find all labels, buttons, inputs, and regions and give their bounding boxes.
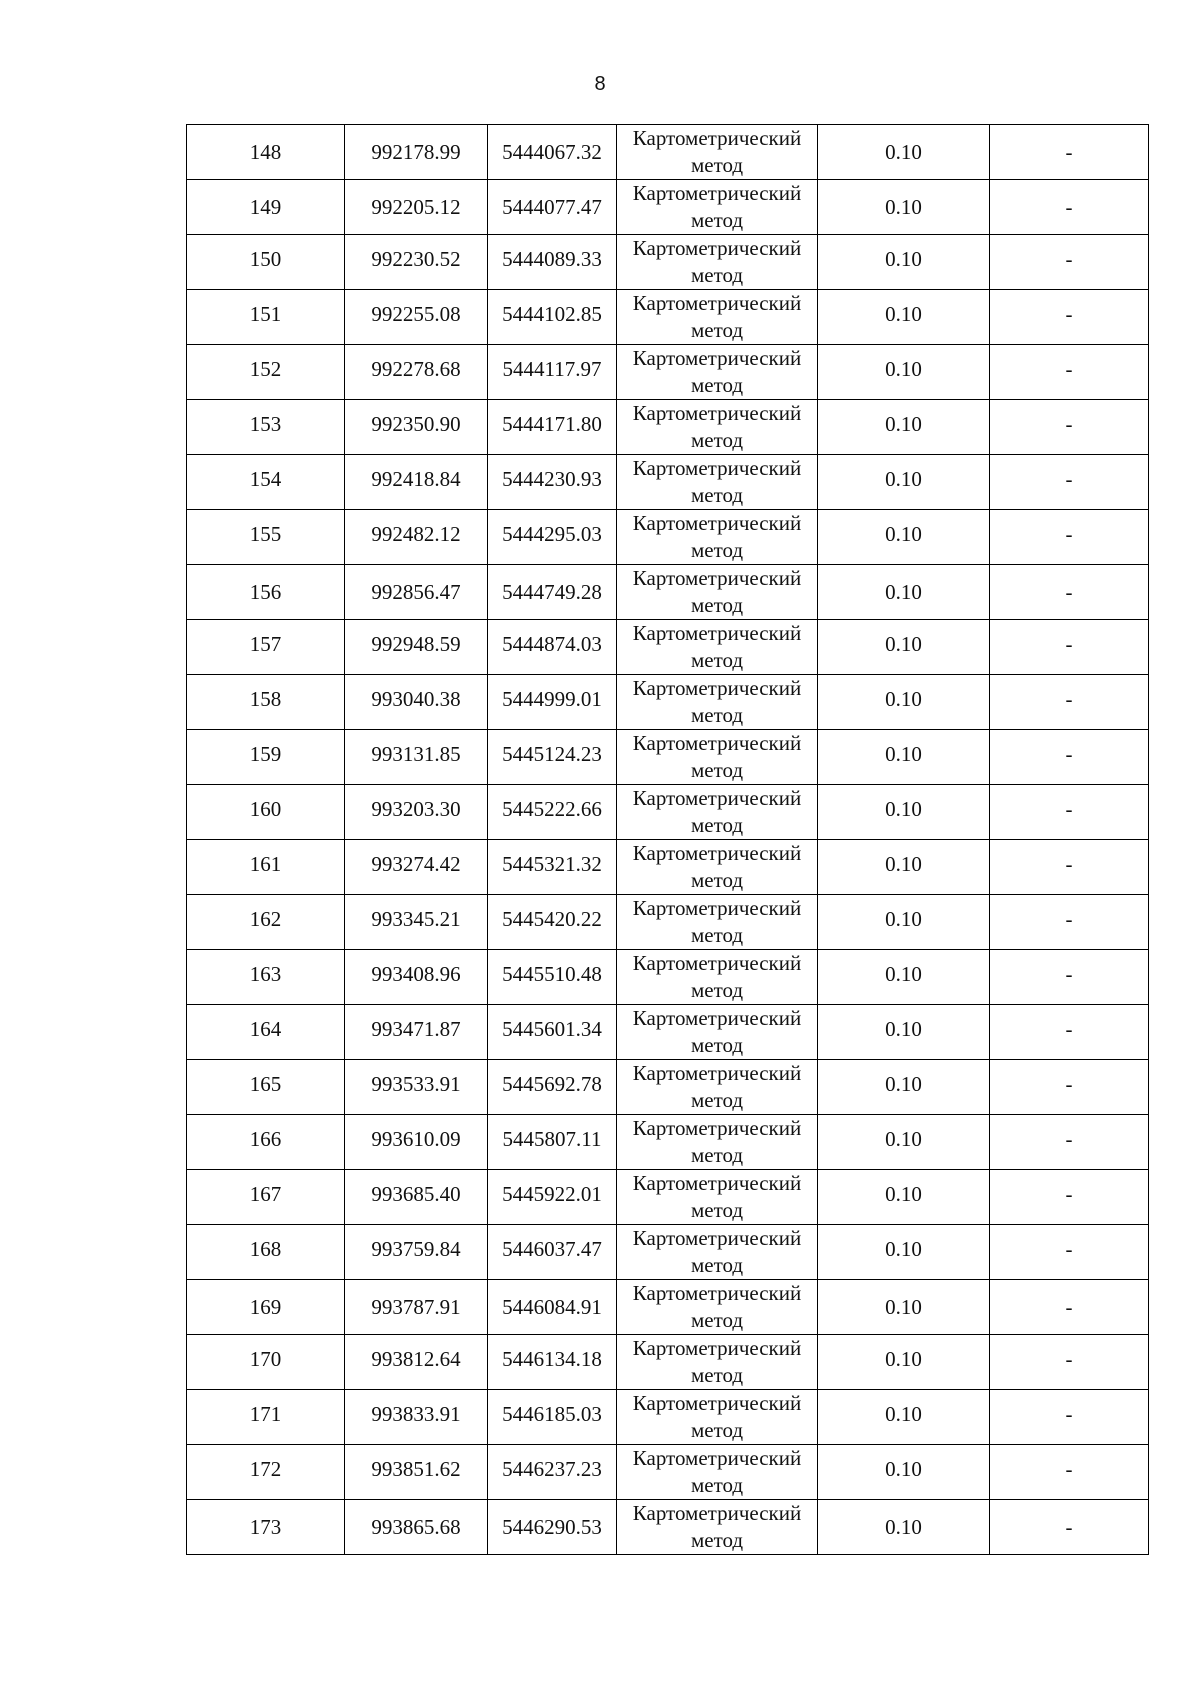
method-cell bbox=[617, 455, 818, 510]
method-line: метод bbox=[690, 1143, 744, 1167]
method-line: метод bbox=[690, 428, 744, 452]
method-line: метод bbox=[690, 1253, 744, 1277]
table-row bbox=[187, 1225, 1149, 1280]
method-cell bbox=[617, 400, 818, 455]
method-line: Картометрический bbox=[632, 1501, 802, 1525]
description-cell: - bbox=[990, 840, 1149, 895]
method-cell bbox=[617, 1005, 818, 1060]
method-line: метод bbox=[690, 318, 744, 342]
x-coordinate-cell: 993685.40 bbox=[345, 1170, 488, 1225]
method-cell bbox=[617, 675, 818, 730]
table-row bbox=[187, 1280, 1149, 1335]
accuracy-cell: 0.10 bbox=[818, 125, 990, 180]
point-number-cell: 156 bbox=[187, 565, 345, 620]
method-cell bbox=[617, 1335, 818, 1390]
method-line: Картометрический bbox=[632, 676, 802, 700]
method-cell bbox=[617, 235, 818, 290]
description-cell: - bbox=[990, 1390, 1149, 1445]
table-row bbox=[187, 785, 1149, 840]
method-cell bbox=[617, 180, 818, 235]
accuracy-cell: 0.10 bbox=[818, 345, 990, 400]
x-coordinate-cell: 992350.90 bbox=[345, 400, 488, 455]
accuracy-cell: 0.10 bbox=[818, 730, 990, 785]
method-cell bbox=[617, 1390, 818, 1445]
method-line: метод bbox=[690, 923, 744, 947]
accuracy-cell: 0.10 bbox=[818, 1500, 990, 1555]
description-cell: - bbox=[990, 1060, 1149, 1115]
description-cell: - bbox=[990, 400, 1149, 455]
method-line: Картометрический bbox=[632, 1336, 802, 1360]
accuracy-cell: 0.10 bbox=[818, 180, 990, 235]
x-coordinate-cell: 992482.12 bbox=[345, 510, 488, 565]
y-coordinate-cell: 5446290.53 bbox=[488, 1500, 617, 1555]
point-number-cell: 170 bbox=[187, 1335, 345, 1390]
table-row bbox=[187, 565, 1149, 620]
method-line: метод bbox=[690, 1418, 744, 1442]
point-number-cell: 153 bbox=[187, 400, 345, 455]
method-line: Картометрический bbox=[632, 511, 802, 535]
method-line: Картометрический bbox=[632, 236, 802, 260]
method-line: метод bbox=[690, 1088, 744, 1112]
method-line: метод bbox=[690, 648, 744, 672]
method-line: метод bbox=[690, 483, 744, 507]
x-coordinate-cell: 993203.30 bbox=[345, 785, 488, 840]
method-line: Картометрический bbox=[632, 401, 802, 425]
method-line: Картометрический bbox=[632, 566, 802, 590]
point-number-cell: 165 bbox=[187, 1060, 345, 1115]
table-row bbox=[187, 1115, 1149, 1170]
table-row bbox=[187, 730, 1149, 785]
y-coordinate-cell: 5444874.03 bbox=[488, 620, 617, 675]
method-line: Картометрический bbox=[632, 291, 802, 315]
accuracy-cell: 0.10 bbox=[818, 1170, 990, 1225]
table-row bbox=[187, 180, 1149, 235]
method-cell bbox=[617, 620, 818, 675]
method-line: Картометрический bbox=[632, 1006, 802, 1030]
method-line: Картометрический bbox=[632, 951, 802, 975]
point-number-cell: 149 bbox=[187, 180, 345, 235]
table-row bbox=[187, 125, 1149, 180]
x-coordinate-cell: 993812.64 bbox=[345, 1335, 488, 1390]
x-coordinate-cell: 993833.91 bbox=[345, 1390, 488, 1445]
table-row bbox=[187, 1170, 1149, 1225]
x-coordinate-cell: 993471.87 bbox=[345, 1005, 488, 1060]
method-cell bbox=[617, 125, 818, 180]
y-coordinate-cell: 5445692.78 bbox=[488, 1060, 617, 1115]
x-coordinate-cell: 993787.91 bbox=[345, 1280, 488, 1335]
accuracy-cell: 0.10 bbox=[818, 1115, 990, 1170]
point-number-cell: 152 bbox=[187, 345, 345, 400]
method-cell bbox=[617, 345, 818, 400]
method-cell bbox=[617, 1225, 818, 1280]
method-line: Картометрический bbox=[632, 181, 802, 205]
table-row bbox=[187, 510, 1149, 565]
y-coordinate-cell: 5444089.33 bbox=[488, 235, 617, 290]
method-line: метод bbox=[690, 703, 744, 727]
y-coordinate-cell: 5444117.97 bbox=[488, 345, 617, 400]
method-line: метод bbox=[690, 1033, 744, 1057]
point-number-cell: 164 bbox=[187, 1005, 345, 1060]
table-row bbox=[187, 950, 1149, 1005]
method-line: Картометрический bbox=[632, 346, 802, 370]
method-line: Картометрический bbox=[632, 1061, 802, 1085]
x-coordinate-cell: 992418.84 bbox=[345, 455, 488, 510]
point-number-cell: 157 bbox=[187, 620, 345, 675]
method-cell bbox=[617, 950, 818, 1005]
method-line: Картометрический bbox=[632, 621, 802, 645]
accuracy-cell: 0.10 bbox=[818, 1445, 990, 1500]
accuracy-cell: 0.10 bbox=[818, 950, 990, 1005]
description-cell: - bbox=[990, 1115, 1149, 1170]
method-line: Картометрический bbox=[632, 731, 802, 755]
table-row bbox=[187, 1060, 1149, 1115]
point-number-cell: 158 bbox=[187, 675, 345, 730]
y-coordinate-cell: 5444067.32 bbox=[488, 125, 617, 180]
method-cell bbox=[617, 1445, 818, 1500]
accuracy-cell: 0.10 bbox=[818, 455, 990, 510]
table-row bbox=[187, 840, 1149, 895]
method-cell bbox=[617, 1115, 818, 1170]
y-coordinate-cell: 5446084.91 bbox=[488, 1280, 617, 1335]
description-cell: - bbox=[990, 620, 1149, 675]
y-coordinate-cell: 5446037.47 bbox=[488, 1225, 617, 1280]
point-number-cell: 161 bbox=[187, 840, 345, 895]
method-line: метод bbox=[690, 208, 744, 232]
method-line: Картометрический bbox=[632, 1226, 802, 1250]
method-line: метод bbox=[690, 868, 744, 892]
method-line: метод bbox=[690, 1363, 744, 1387]
y-coordinate-cell: 5444102.85 bbox=[488, 290, 617, 345]
method-line: Картометрический bbox=[632, 1116, 802, 1140]
method-line: Картометрический bbox=[632, 456, 802, 480]
accuracy-cell: 0.10 bbox=[818, 895, 990, 950]
x-coordinate-cell: 992278.68 bbox=[345, 345, 488, 400]
description-cell: - bbox=[990, 1225, 1149, 1280]
x-coordinate-cell: 993345.21 bbox=[345, 895, 488, 950]
x-coordinate-cell: 993610.09 bbox=[345, 1115, 488, 1170]
method-line: метод bbox=[690, 538, 744, 562]
x-coordinate-cell: 993533.91 bbox=[345, 1060, 488, 1115]
method-line: Картометрический bbox=[632, 1281, 802, 1305]
y-coordinate-cell: 5446237.23 bbox=[488, 1445, 617, 1500]
point-number-cell: 166 bbox=[187, 1115, 345, 1170]
description-cell: - bbox=[990, 1445, 1149, 1500]
method-line: Картометрический bbox=[632, 1391, 802, 1415]
accuracy-cell: 0.10 bbox=[818, 1390, 990, 1445]
accuracy-cell: 0.10 bbox=[818, 1335, 990, 1390]
x-coordinate-cell: 992178.99 bbox=[345, 125, 488, 180]
description-cell: - bbox=[990, 730, 1149, 785]
method-line: Картометрический bbox=[632, 1446, 802, 1470]
description-cell: - bbox=[990, 235, 1149, 290]
method-cell bbox=[617, 565, 818, 620]
y-coordinate-cell: 5445321.32 bbox=[488, 840, 617, 895]
x-coordinate-cell: 992948.59 bbox=[345, 620, 488, 675]
x-coordinate-cell: 992856.47 bbox=[345, 565, 488, 620]
y-coordinate-cell: 5444749.28 bbox=[488, 565, 617, 620]
description-cell: - bbox=[990, 290, 1149, 345]
point-number-cell: 151 bbox=[187, 290, 345, 345]
accuracy-cell: 0.10 bbox=[818, 400, 990, 455]
accuracy-cell: 0.10 bbox=[818, 1225, 990, 1280]
description-cell: - bbox=[990, 455, 1149, 510]
table-row bbox=[187, 235, 1149, 290]
x-coordinate-cell: 993274.42 bbox=[345, 840, 488, 895]
table-row bbox=[187, 400, 1149, 455]
y-coordinate-cell: 5445222.66 bbox=[488, 785, 617, 840]
table-row bbox=[187, 455, 1149, 510]
point-number-cell: 167 bbox=[187, 1170, 345, 1225]
method-cell bbox=[617, 785, 818, 840]
accuracy-cell: 0.10 bbox=[818, 785, 990, 840]
method-line: метод bbox=[690, 758, 744, 782]
y-coordinate-cell: 5445807.11 bbox=[488, 1115, 617, 1170]
method-line: метод bbox=[690, 1198, 744, 1222]
method-cell bbox=[617, 510, 818, 565]
point-number-cell: 168 bbox=[187, 1225, 345, 1280]
x-coordinate-cell: 993759.84 bbox=[345, 1225, 488, 1280]
accuracy-cell: 0.10 bbox=[818, 1060, 990, 1115]
y-coordinate-cell: 5445601.34 bbox=[488, 1005, 617, 1060]
description-cell: - bbox=[990, 1170, 1149, 1225]
description-cell: - bbox=[990, 180, 1149, 235]
x-coordinate-cell: 993040.38 bbox=[345, 675, 488, 730]
method-line: метод bbox=[690, 1308, 744, 1332]
y-coordinate-cell: 5445922.01 bbox=[488, 1170, 617, 1225]
point-number-cell: 159 bbox=[187, 730, 345, 785]
y-coordinate-cell: 5444077.47 bbox=[488, 180, 617, 235]
page-number: 8 bbox=[594, 73, 606, 95]
method-line: метод bbox=[690, 373, 744, 397]
accuracy-cell: 0.10 bbox=[818, 675, 990, 730]
table-row bbox=[187, 895, 1149, 950]
method-cell bbox=[617, 895, 818, 950]
description-cell: - bbox=[990, 1335, 1149, 1390]
table-row bbox=[187, 1500, 1149, 1555]
x-coordinate-cell: 992205.12 bbox=[345, 180, 488, 235]
description-cell: - bbox=[990, 895, 1149, 950]
description-cell: - bbox=[990, 345, 1149, 400]
method-line: Картометрический bbox=[632, 126, 802, 150]
method-cell bbox=[617, 730, 818, 785]
point-number-cell: 163 bbox=[187, 950, 345, 1005]
point-number-cell: 154 bbox=[187, 455, 345, 510]
x-coordinate-cell: 992230.52 bbox=[345, 235, 488, 290]
y-coordinate-cell: 5446134.18 bbox=[488, 1335, 617, 1390]
x-coordinate-cell: 993131.85 bbox=[345, 730, 488, 785]
y-coordinate-cell: 5446185.03 bbox=[488, 1390, 617, 1445]
x-coordinate-cell: 992255.08 bbox=[345, 290, 488, 345]
accuracy-cell: 0.10 bbox=[818, 620, 990, 675]
point-number-cell: 155 bbox=[187, 510, 345, 565]
y-coordinate-cell: 5444295.03 bbox=[488, 510, 617, 565]
y-coordinate-cell: 5444171.80 bbox=[488, 400, 617, 455]
accuracy-cell: 0.10 bbox=[818, 840, 990, 895]
table-row bbox=[187, 1005, 1149, 1060]
method-line: метод bbox=[690, 153, 744, 177]
point-number-cell: 160 bbox=[187, 785, 345, 840]
table-row bbox=[187, 1445, 1149, 1500]
method-line: метод bbox=[690, 1528, 744, 1552]
accuracy-cell: 0.10 bbox=[818, 565, 990, 620]
x-coordinate-cell: 993408.96 bbox=[345, 950, 488, 1005]
method-line: метод bbox=[690, 1473, 744, 1497]
point-number-cell: 162 bbox=[187, 895, 345, 950]
description-cell: - bbox=[990, 785, 1149, 840]
description-cell: - bbox=[990, 1005, 1149, 1060]
description-cell: - bbox=[990, 1500, 1149, 1555]
method-line: Картометрический bbox=[632, 896, 802, 920]
method-cell bbox=[617, 1060, 818, 1115]
y-coordinate-cell: 5445420.22 bbox=[488, 895, 617, 950]
x-coordinate-cell: 993851.62 bbox=[345, 1445, 488, 1500]
method-cell bbox=[617, 1280, 818, 1335]
table-row bbox=[187, 620, 1149, 675]
y-coordinate-cell: 5445510.48 bbox=[488, 950, 617, 1005]
table-row bbox=[187, 290, 1149, 345]
accuracy-cell: 0.10 bbox=[818, 510, 990, 565]
description-cell: - bbox=[990, 125, 1149, 180]
point-number-cell: 172 bbox=[187, 1445, 345, 1500]
method-line: метод bbox=[690, 263, 744, 287]
accuracy-cell: 0.10 bbox=[818, 1280, 990, 1335]
y-coordinate-cell: 5445124.23 bbox=[488, 730, 617, 785]
description-cell: - bbox=[990, 510, 1149, 565]
y-coordinate-cell: 5444999.01 bbox=[488, 675, 617, 730]
method-line: Картометрический bbox=[632, 841, 802, 865]
table-row bbox=[187, 1335, 1149, 1390]
accuracy-cell: 0.10 bbox=[818, 1005, 990, 1060]
point-number-cell: 148 bbox=[187, 125, 345, 180]
method-cell bbox=[617, 290, 818, 345]
description-cell: - bbox=[990, 950, 1149, 1005]
method-line: метод bbox=[690, 813, 744, 837]
accuracy-cell: 0.10 bbox=[818, 235, 990, 290]
method-cell bbox=[617, 1170, 818, 1225]
method-line: метод bbox=[690, 593, 744, 617]
point-number-cell: 150 bbox=[187, 235, 345, 290]
description-cell: - bbox=[990, 565, 1149, 620]
point-number-cell: 169 bbox=[187, 1280, 345, 1335]
method-line: Картометрический bbox=[632, 786, 802, 810]
coordinates-table bbox=[186, 124, 1149, 1555]
point-number-cell: 171 bbox=[187, 1390, 345, 1445]
method-cell bbox=[617, 1500, 818, 1555]
table-row bbox=[187, 1390, 1149, 1445]
method-cell bbox=[617, 840, 818, 895]
coordinates-table-body bbox=[187, 125, 1149, 1555]
description-cell: - bbox=[990, 1280, 1149, 1335]
table-row bbox=[187, 675, 1149, 730]
table-row bbox=[187, 345, 1149, 400]
method-line: Картометрический bbox=[632, 1171, 802, 1195]
point-number-cell: 173 bbox=[187, 1500, 345, 1555]
accuracy-cell: 0.10 bbox=[818, 290, 990, 345]
y-coordinate-cell: 5444230.93 bbox=[488, 455, 617, 510]
method-line: метод bbox=[690, 978, 744, 1002]
x-coordinate-cell: 993865.68 bbox=[345, 1500, 488, 1555]
description-cell: - bbox=[990, 675, 1149, 730]
